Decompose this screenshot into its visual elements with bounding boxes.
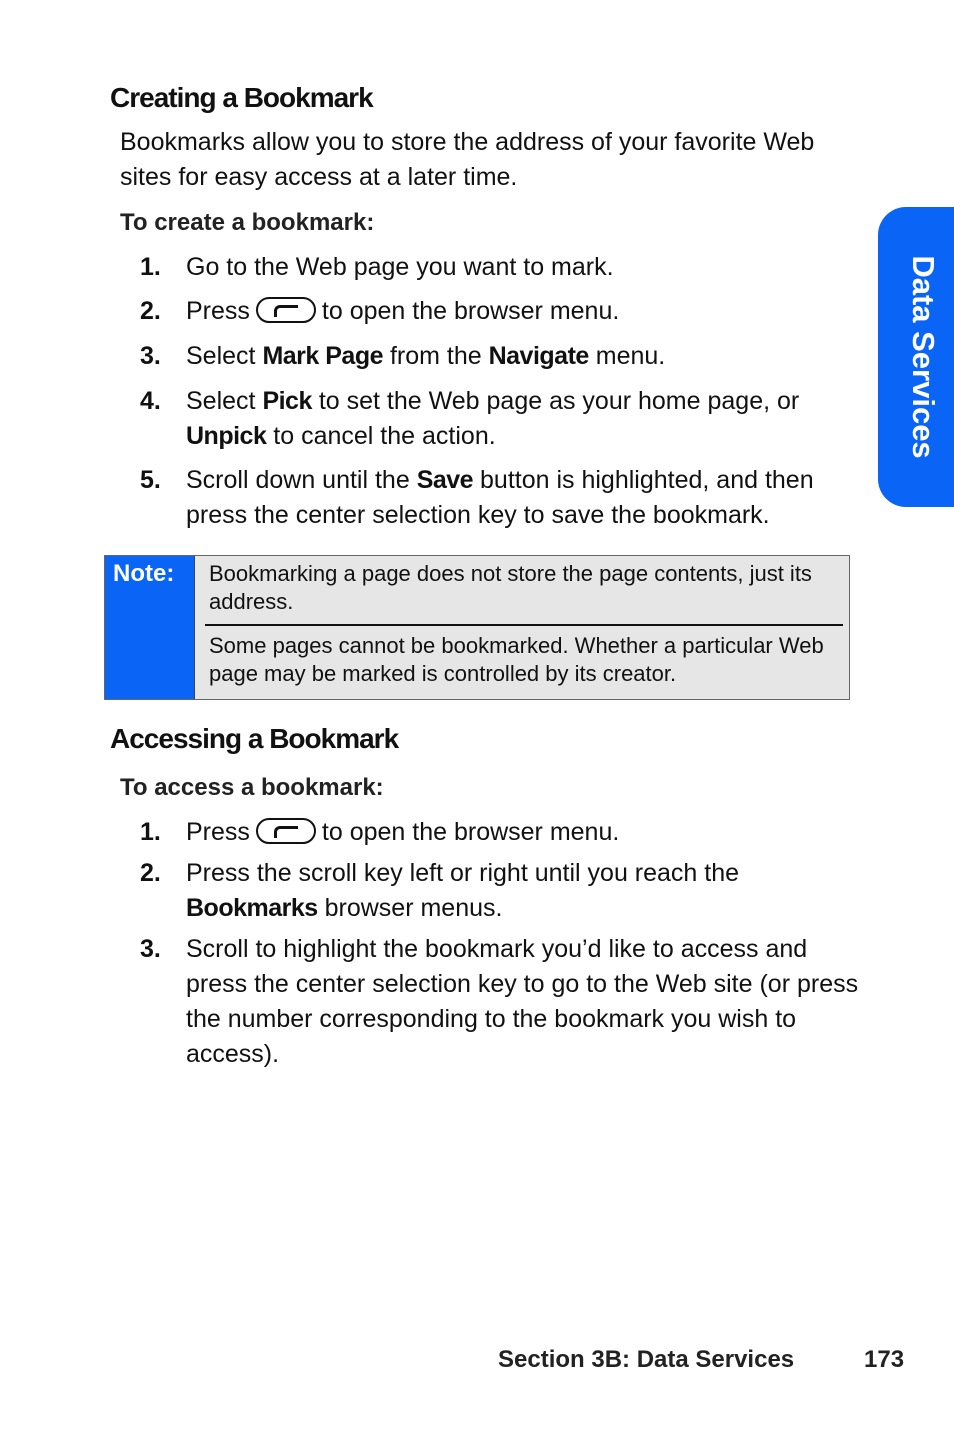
side-tab-label: Data Services [906,255,941,459]
left-softkey-icon [256,297,316,323]
step-text-pre: Press [186,818,250,846]
step-text: Go to the Web page you want to mark. [186,253,614,281]
step-text-post: to open the browser menu. [321,818,620,846]
menu-bookmarks: Bookmarks [186,894,318,922]
step-text [186,856,860,926]
step-number: 2. [140,297,161,325]
access-step-3 [140,932,860,1072]
create-step-2 [140,294,860,329]
step-number: 2. [140,859,161,887]
access-bookmark-subheading: To access a bookmark: [120,774,384,801]
step-text-part: Scroll down until the [186,466,417,494]
option-unpick: Unpick [186,422,267,450]
option-pick: Pick [262,387,312,415]
accessing-bookmark-heading: Accessing a Bookmark [110,723,399,754]
step-text-part: Select [186,387,263,415]
create-step-4 [140,384,860,454]
note-item: Some pages cannot be bookmarked. Whether a particular Web page may be marked is controlled by its creator. [209,633,824,686]
access-step-1 [140,815,860,850]
menu-item-mark-page: Mark Page [262,342,383,370]
step-text-part: Select [186,342,263,370]
step-number: 1. [140,818,161,846]
step-number: 3. [140,935,161,963]
section-side-tab [878,207,954,507]
step-text: Scroll to highlight the bookmark you’d like to access and press the center selection key to go to the Web site (or press the number corresponding to the bookmark you wish to access). [186,935,859,1068]
step-text-part: Press the scroll key left or right until you reach the [186,859,740,887]
note-label: Note: [105,556,195,699]
step-number: 1. [140,253,161,281]
step-text-pre: Press [186,297,250,325]
create-bookmark-subheading: To create a bookmark: [120,209,375,236]
step-text-part: menu. [588,342,666,370]
step-text-part: from the [383,342,489,370]
step-text [186,815,860,850]
footer-section-title: Section 3B: Data Services [498,1346,795,1373]
create-step-1 [140,250,860,285]
step-text-part: to cancel the action. [266,422,496,450]
step-text [186,463,860,533]
page-number: 173 [864,1346,905,1373]
step-number: 3. [140,342,161,370]
bookmark-intro-paragraph: Bookmarks allow you to store the address of your favorite Web sites for easy access at a later time. [120,128,815,191]
left-softkey-icon [256,818,316,844]
step-number: 5. [140,466,161,494]
note-item: Bookmarking a page does not store the page contents, just its address. [209,561,812,614]
create-step-3 [140,339,860,374]
note-body [209,560,839,688]
step-text-part: browser menus. [317,894,503,922]
step-text-post: to open the browser menu. [321,297,620,325]
create-step-5 [140,463,860,533]
note-divider [205,624,843,626]
creating-bookmark-heading: Creating a Bookmark [110,82,373,113]
step-text [186,384,860,454]
step-text [186,294,860,329]
note-box [104,555,850,700]
menu-navigate: Navigate [488,342,589,370]
step-number: 4. [140,387,161,415]
step-text-part: button is highlighted, and then press the center selection key to save the bookmark. [186,466,814,529]
step-text [186,339,860,374]
button-save: Save [416,466,474,494]
access-step-2 [140,856,860,926]
step-text-part: to set the Web page as your home page, or [311,387,800,415]
